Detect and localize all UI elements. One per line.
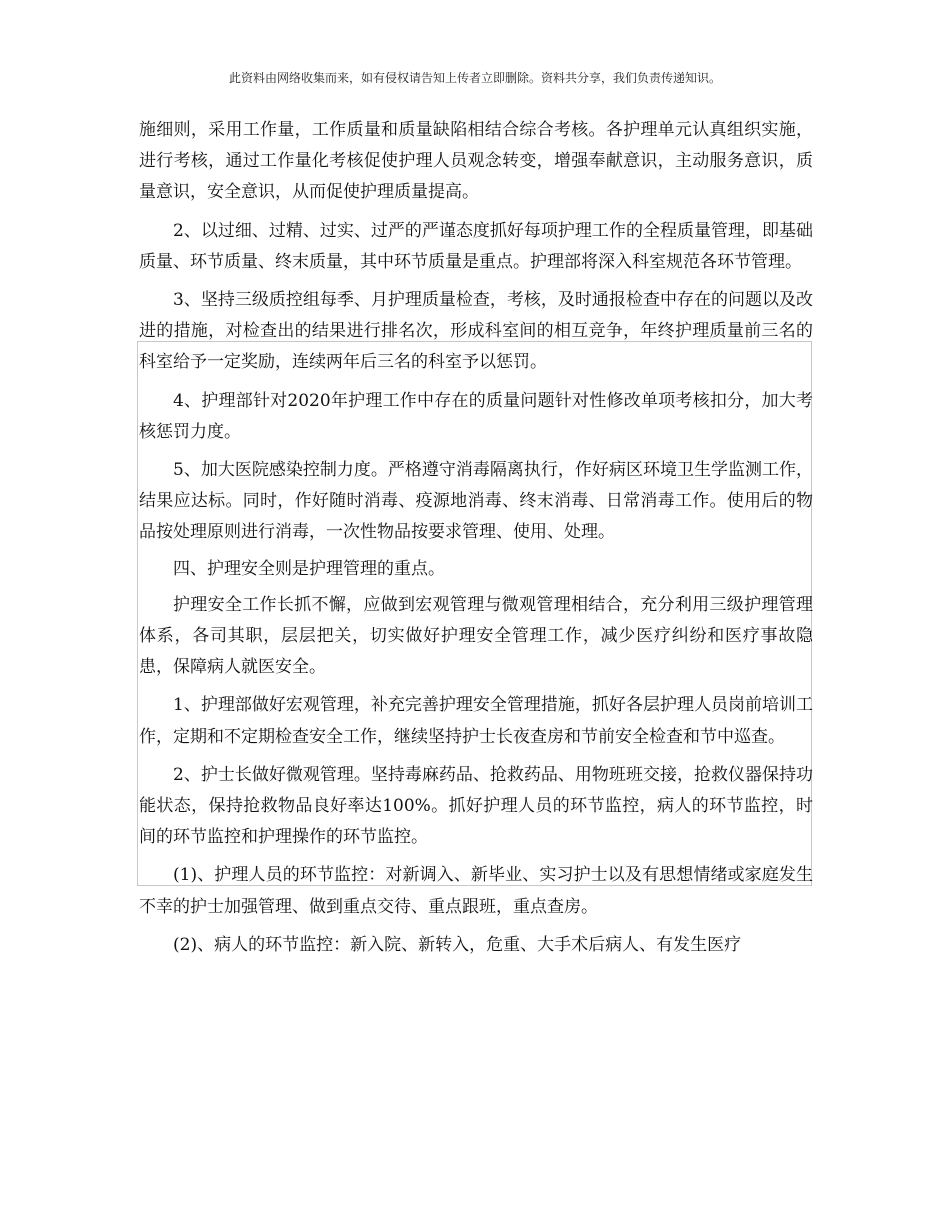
paragraph-safety-intro: 护理安全工作长抓不懈，应做到宏观管理与微观管理相结合，充分利用三级护理管理体系，各司其职，层层把关，切实做好护理安全管理工作，减少医疗纠纷和医疗事故隐患，保障病人就医安全。 — [139, 594, 813, 678]
paragraph-safety-1: 1、护理部做好宏观管理，补充完善护理安全管理措施，抓好各层护理人员岗前培训工作，定期和不定期检查安全工作，继续坚持护士长夜查房和节前安全检查和节中巡查。 — [139, 695, 813, 747]
paragraph-item-3: 3、坚持三级质控组每季、月护理质量检查，考核，及时通报检查中存在的问题以及改进的措施，对检查出的结果进行排名次，形成科室间的相互竞争，年终护理质量前三名的科室给予一定奖励，连续两年后三名的科室予以惩罚。 — [139, 290, 813, 373]
paragraph-item-5: 5、加大医院感染控制力度。严格遵守消毒隔离执行，作好病区环境卫生学监测工作，结果应达标。同时，作好随时消毒、疫源地消毒、终末消毒、日常消毒工作。使用后的物品按处理原则进行消毒，一次性物品按要求管理、使用、处理。 — [139, 460, 813, 543]
paragraph-subitem-2: (2)、病人的环节监控：新入院、新转入，危重、大手术后病人、有发生医疗 — [173, 934, 742, 955]
paragraph-continued: 施细则，采用工作量，工作质量和质量缺陷相结合综合考核。各护理单元认真组织实施，进行考核，通过工作量化考核促使护理人员观念转变，增强奉献意识，主动服务意识，质量意识，安全意识，从而促使护理质量提高。 — [139, 120, 813, 203]
copyright-notice: 此资料由网络收集而来，如有侵权请告知上传者立即删除。资料共分享，我们负责传递知识。 — [228, 71, 721, 85]
document-body — [139, 115, 813, 961]
paragraph-subitem-1: (1)、护理人员的环节监控：对新调入、新毕业、实习护士以及有思想情绪或家庭发生不幸的护士加强管理、做到重点交待、重点跟班，重点查房。 — [139, 865, 813, 917]
section-heading-4: 四、护理安全则是护理管理的重点。 — [173, 558, 445, 579]
paragraph-item-2: 2、以过细、过精、过实、过严的严谨态度抓好每项护理工作的全程质量管理，即基础质量、环节质量、终末质量，其中环节质量是重点。护理部将深入科室规范各环节管理。 — [139, 220, 813, 272]
paragraph-item-4: 4、护理部针对2020年护理工作中存在的质量问题针对性修改单项考核扣分，加大考核惩罚力度。 — [139, 390, 813, 442]
paragraph-safety-2: 2、护士长做好微观管理。坚持毒麻药品、抢救药品、用物班班交接，抢救仪器保持功能状态，保持抢救物品良好率达100%。抓好护理人员的环节监控，病人的环节监控，时间的环节监控和护理操作的环节监控。 — [139, 764, 813, 848]
